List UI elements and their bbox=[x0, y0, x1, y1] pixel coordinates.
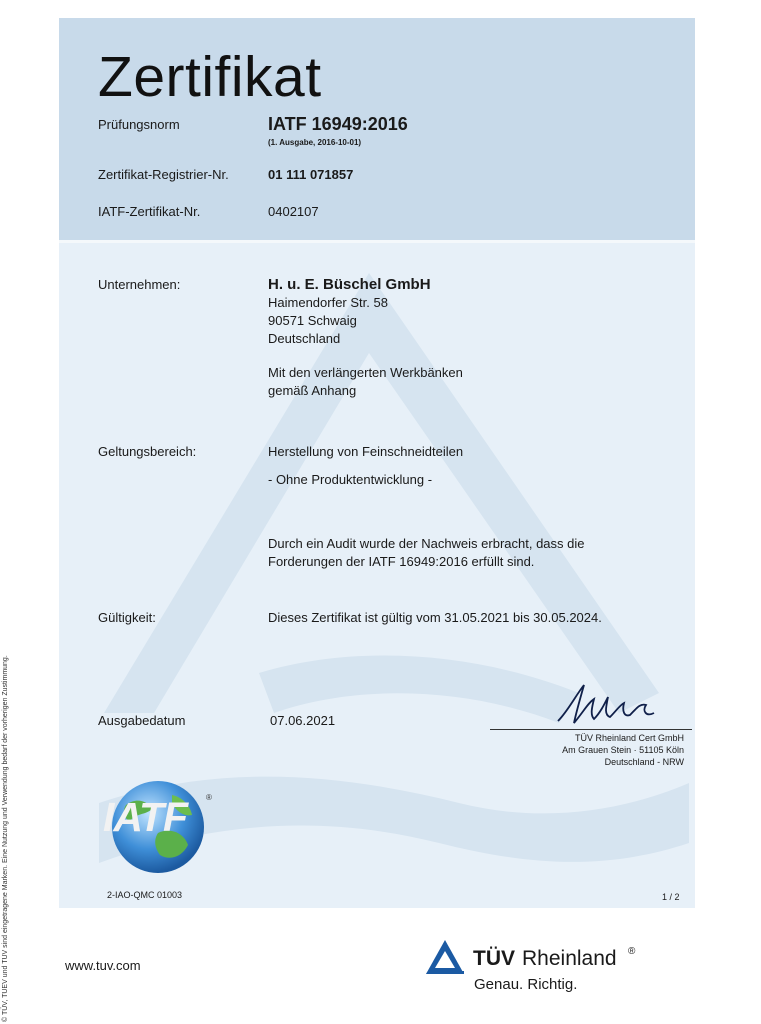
extension-line-2: gemäß Anhang bbox=[268, 383, 357, 398]
validity-value: Dieses Zertifikat ist gültig vom 31.05.2021 bis 30.05.2024. bbox=[268, 610, 602, 625]
scope-label: Geltungsbereich: bbox=[98, 444, 197, 459]
issuer-name: TÜV Rheinland Cert GmbH bbox=[574, 733, 684, 743]
scope-value: Herstellung von Feinschneidteilen bbox=[268, 444, 464, 459]
iatf-logo-text: IATF bbox=[103, 794, 188, 840]
company-country: Deutschland bbox=[268, 331, 341, 346]
issue-date-value: 07.06.2021 bbox=[270, 713, 336, 728]
norm-value: IATF 16949:2016 bbox=[268, 114, 408, 134]
signature-icon bbox=[554, 681, 664, 729]
tuv-triangle-logo-icon bbox=[424, 938, 466, 976]
audit-line-2: Forderungen der IATF 16949:2016 erfüllt sind. bbox=[268, 554, 535, 569]
scope-note: - Ohne Produktentwicklung - bbox=[268, 472, 433, 487]
certificate-title: Zertifikat bbox=[98, 45, 322, 109]
company-street: Haimendorfer Str. 58 bbox=[268, 295, 388, 310]
norm-edition: (1. Ausgabe, 2016-10-01) bbox=[268, 138, 362, 147]
iatf-registered-mark: ® bbox=[206, 793, 212, 802]
signature-line bbox=[490, 729, 692, 730]
brand-rheinland: Rheinland bbox=[522, 947, 617, 970]
iatf-code: 2-IAO-QMC 01003 bbox=[107, 890, 183, 900]
issue-date-label: Ausgabedatum bbox=[98, 713, 186, 728]
brand-registered-mark: ® bbox=[628, 946, 636, 957]
brand-tuv: TÜV bbox=[473, 947, 515, 970]
registry-value: 01 111 071857 bbox=[268, 167, 354, 182]
iatf-number-value: 0402107 bbox=[268, 204, 319, 219]
company-city: 90571 Schwaig bbox=[268, 313, 357, 328]
legal-side-note: © TÜV, TUEV und TUV sind eingetragene Marken. Eine Nutzung und Verwendung bedarf der vorherigen Zustimmung. bbox=[2, 655, 9, 1022]
issuer-region: Deutschland - NRW bbox=[604, 757, 684, 767]
audit-line-1: Durch ein Audit wurde der Nachweis erbracht, dass die bbox=[268, 536, 585, 551]
validity-label: Gültigkeit: bbox=[98, 610, 156, 625]
company-name: H. u. E. Büschel GmbH bbox=[268, 276, 431, 293]
norm-label: Prüfungsnorm bbox=[98, 117, 180, 132]
iatf-number-label: IATF-Zertifikat-Nr. bbox=[98, 204, 201, 219]
registry-label: Zertifikat-Registrier-Nr. bbox=[98, 167, 229, 182]
certificate bbox=[59, 18, 695, 908]
website-link[interactable]: www.tuv.com bbox=[65, 958, 141, 973]
company-label: Unternehmen: bbox=[98, 277, 181, 292]
extension-line-1: Mit den verlängerten Werkbänken bbox=[268, 365, 463, 380]
issuer-address: Am Grauen Stein · 51105 Köln bbox=[562, 745, 684, 755]
brand-slogan: Genau. Richtig. bbox=[474, 976, 578, 993]
page-number: 1 / 2 bbox=[662, 892, 680, 902]
